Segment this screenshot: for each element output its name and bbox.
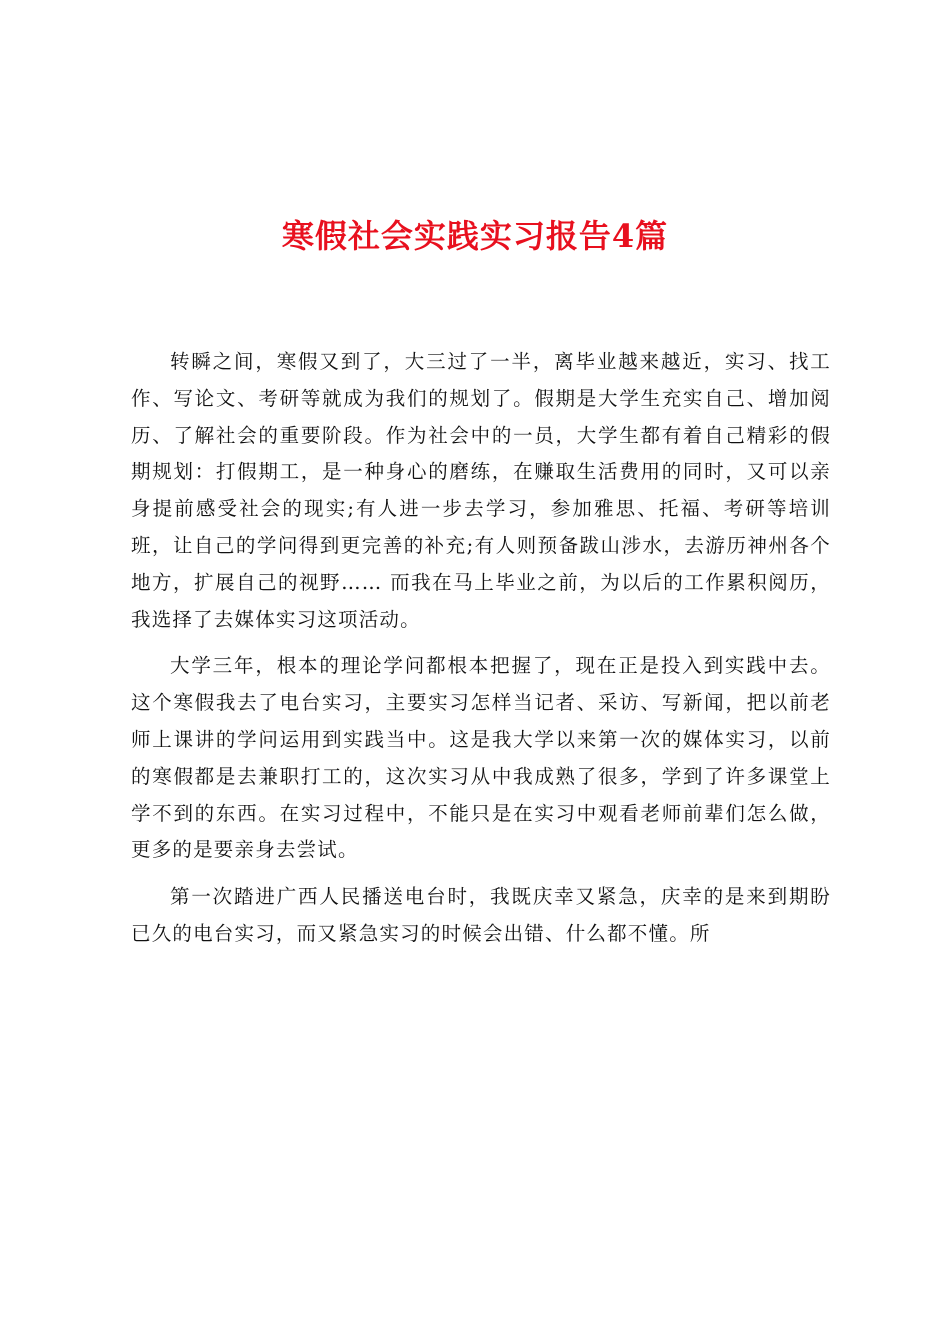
document-title: 寒假社会实践实习报告4篇	[281, 217, 669, 255]
paragraph-3: 第一次踏进广西人民播送电台时，我既庆幸又紧急，庆幸的是来到期盼已久的电台实习，而又紧急实习的时候会出错、什么都不懂。所	[131, 885, 831, 945]
paragraph-2: 大学三年，根本的理论学问都根本把握了，现在正是投入到实践中去。这个寒假我去了电台实习，主要实习怎样当记者、采访、写新闻，把以前老师上课讲的学问运用到实践当中。这是我大学以来第一次的媒体实习，以前的寒假都是去兼职打工的，这次实习从中我成熟了很多，学到了许多课堂上学不到的东西。在实习过程中，不能只是在实习中观看老师前辈们怎么做，更多的是要亲身去尝试。	[131, 654, 831, 862]
paragraph-1: 转瞬之间，寒假又到了，大三过了一半，离毕业越来越近，实习、找工作、写论文、考研等就成为我们的规划了。假期是大学生充实自己、增加阅历、了解社会的重要阶段。作为社会中的一员，大学生都有着自己精彩的假期规划：打假期工，是一种身心的磨练，在赚取生活费用的同时，又可以亲身提前感受社会的现实;有人进一步去学习，参加雅思、托福、考研等培训班，让自己的学问得到更完善的补充;有人则预备跋山涉水，去游历神州各个地方，扩展自己的视野…… 而我在马上毕业之前，为以后的工作累积阅历，我选择了去媒体实习这项活动。	[131, 350, 831, 631]
document-body	[131, 344, 831, 963]
